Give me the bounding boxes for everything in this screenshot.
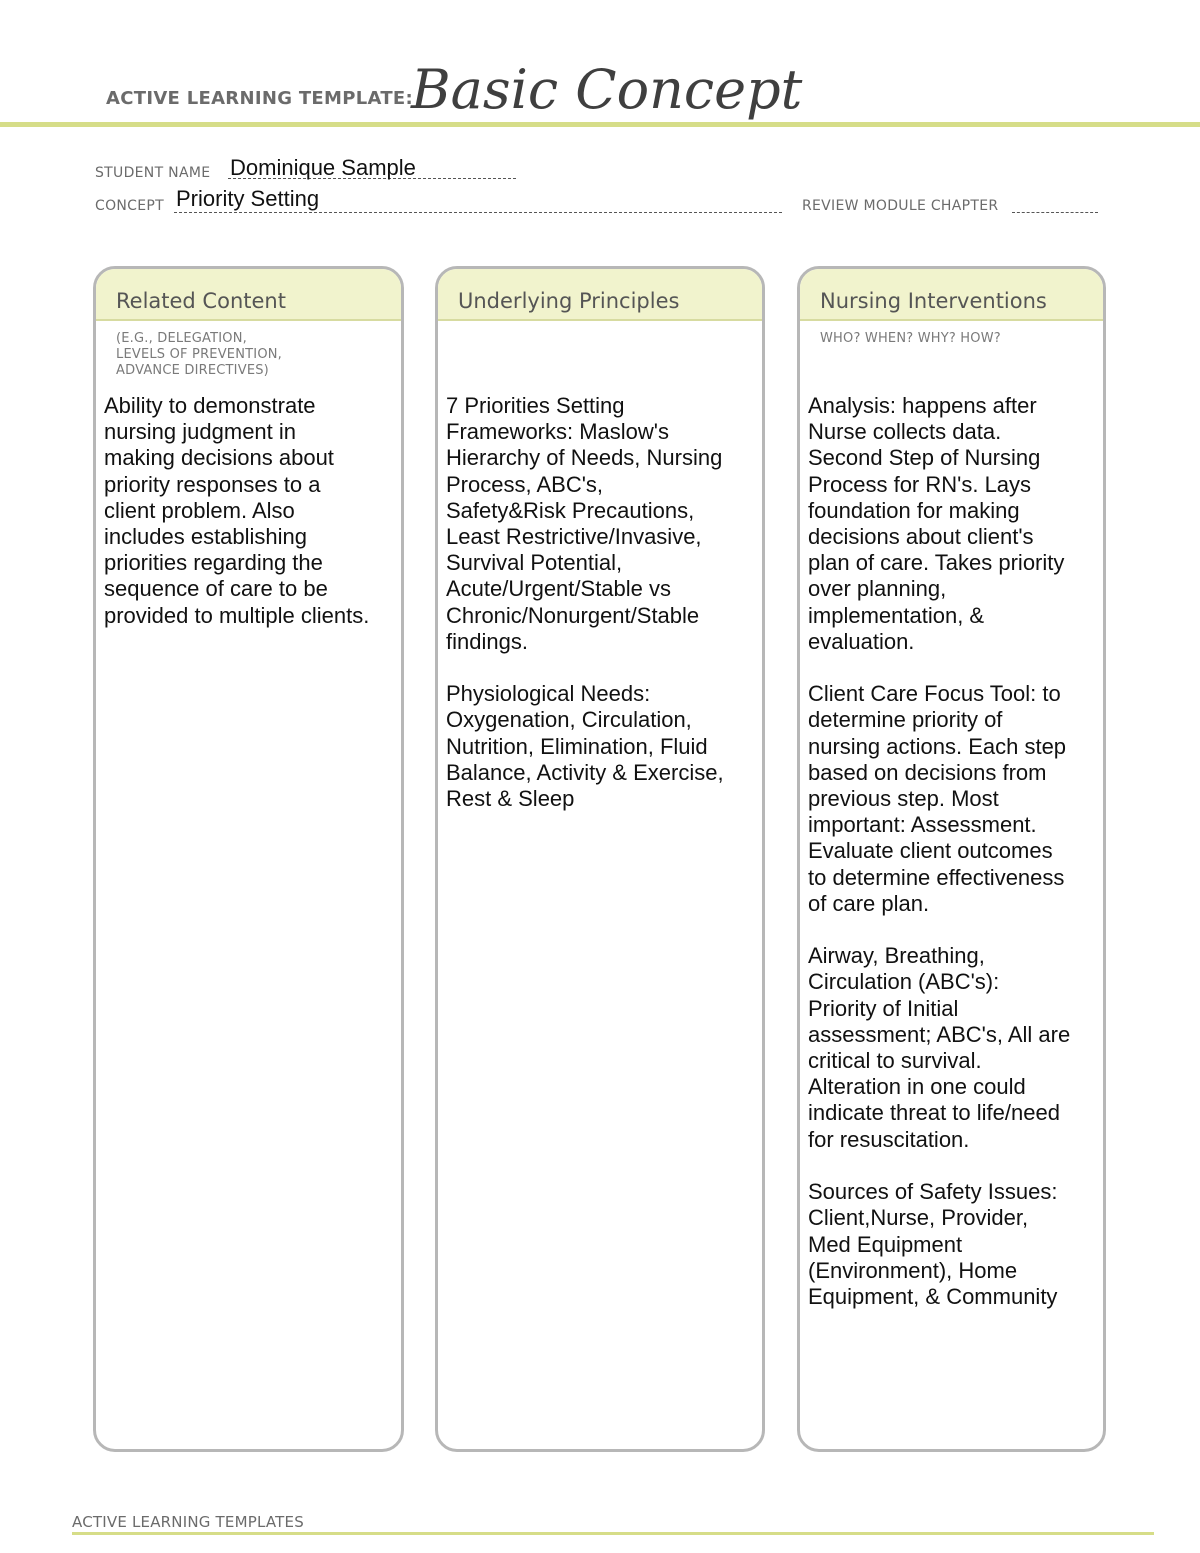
concept-line bbox=[174, 212, 782, 213]
related-content-panel bbox=[93, 266, 404, 1452]
panel-subtitle: WHO? WHEN? WHY? HOW? bbox=[820, 331, 1001, 346]
panel-subtitle: (E.G., DELEGATION, LEVELS OF PREVENTION, ADVANCE DIRECTIVES) bbox=[116, 331, 283, 378]
nursing-interventions-panel bbox=[797, 266, 1106, 1452]
related-content-text[interactable]: Ability to demonstrate nursing judgment in making decisions about priority responses to a client problem. Also includes establishing priorities regarding the sequence of care to be provided to multiple clients. bbox=[104, 393, 370, 628]
template-label: ACTIVE LEARNING TEMPLATE: bbox=[106, 88, 413, 109]
concept-field[interactable]: Priority Setting bbox=[176, 186, 320, 211]
header-divider bbox=[0, 122, 1200, 127]
footer-label: ACTIVE LEARNING TEMPLATES bbox=[72, 1513, 304, 1531]
student-name-label: STUDENT NAME bbox=[95, 165, 211, 181]
footer-divider bbox=[72, 1532, 1154, 1535]
student-name-field[interactable]: Dominique Sample bbox=[230, 155, 416, 180]
panel-title: Related Content bbox=[96, 269, 401, 321]
underlying-principles-text[interactable]: 7 Priorities Setting Frameworks: Maslow's Hierarchy of Needs, Nursing Process, ABC's, Safety&Risk Precautions, Least Restrictive/Invasive, Survival Potential, Acute/Urgent/Stable vs Chronic/Nonurgent/Stable findings. Physiological Needs: Oxygenation, Circulation, Nutrition, Elimination, Fluid Balance, Activity & Exercise, Rest & Sleep bbox=[446, 393, 724, 812]
panel-title: Nursing Interventions bbox=[800, 269, 1103, 321]
concept-label: CONCEPT bbox=[95, 198, 164, 214]
nursing-interventions-text[interactable]: Analysis: happens after Nurse collects data. Second Step of Nursing Process for RN's. Lays foundation for making decisions about client's plan of care. Takes priority over planning, implementation, & evaluation. Client Care Focus Tool: to determine priority of nursing actions. Each step based on decisions from previous step. Most important: Assessment. Evaluate client outcomes to determine effectiveness of care plan. Airway, Breathing, Circulation (ABC's): Priority of Initial assessment; ABC's, All are critical to survival. Alteration in one could indicate threat to life/need for resuscitation. Sources of Safety Issues: Client,Nurse, Provider, Med Equipment (Environment), Home Equipment, & Community bbox=[808, 393, 1071, 1309]
panel-title: Underlying Principles bbox=[438, 269, 762, 321]
underlying-principles-panel bbox=[435, 266, 765, 1452]
page-title: Basic Concept bbox=[411, 58, 803, 121]
review-module-label: REVIEW MODULE CHAPTER bbox=[802, 198, 999, 214]
review-module-line bbox=[1012, 212, 1098, 213]
